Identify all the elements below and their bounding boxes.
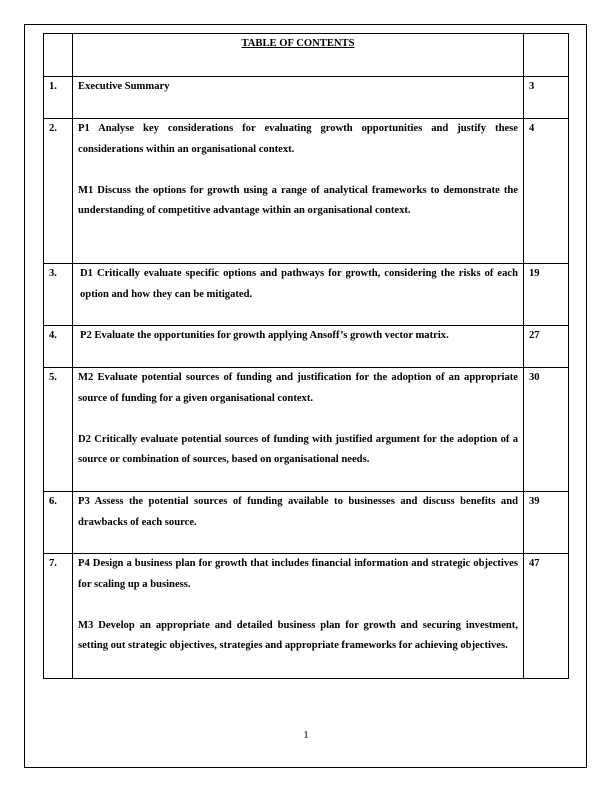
page-number: 1 <box>303 729 309 741</box>
toc-entry-text: D1 Critically evaluate specific options and pathways for growth, considering the risks of each option and how they can be mitigated. <box>80 268 518 300</box>
toc-row <box>44 264 569 326</box>
toc-row <box>44 326 569 368</box>
toc-row-description <box>73 368 524 492</box>
toc-row-description <box>73 119 524 264</box>
toc-row-page: 47 <box>524 554 569 679</box>
header-title-cell <box>73 34 524 77</box>
toc-row-page: 4 <box>524 119 569 264</box>
toc-row-page: 39 <box>524 492 569 554</box>
toc-row-page: 30 <box>524 368 569 492</box>
toc-row-description <box>73 264 524 326</box>
toc-row-number: 6. <box>44 492 73 554</box>
toc-row-description <box>73 77 524 119</box>
toc-row-description <box>73 326 524 368</box>
toc-entry-text: M3 Develop an appropriate and detailed business plan for growth and securing investment, setting out strategic objectives, strategies and appropriate frameworks for achieving objectives. <box>78 619 518 651</box>
toc-row <box>44 77 569 119</box>
toc-row-number: 2. <box>44 119 73 264</box>
header-page-cell <box>524 34 569 77</box>
toc-entry-text: Executive Summary <box>78 81 170 92</box>
toc-row-number: 5. <box>44 368 73 492</box>
table-of-contents <box>43 33 569 679</box>
toc-row-number: 4. <box>44 326 73 368</box>
header-num-cell <box>44 34 73 77</box>
toc-row-page: 3 <box>524 77 569 119</box>
toc-row-description <box>73 492 524 554</box>
toc-row-number: 3. <box>44 264 73 326</box>
toc-row <box>44 119 569 264</box>
toc-entry-text: P3 Assess the potential sources of funding available to businesses and discuss benefits and drawbacks of each source. <box>78 496 518 528</box>
toc-entry-text: D2 Critically evaluate potential sources of funding with justified argument for the adoption of a source or combination of sources, based on organisational needs. <box>78 433 518 465</box>
toc-header-row <box>44 34 569 77</box>
toc-entry-text: M1 Discuss the options for growth using a range of analytical frameworks to demonstrate the understanding of competitive advantage within an organisational context. <box>78 184 518 216</box>
toc-row <box>44 492 569 554</box>
toc-title: TABLE OF CONTENTS <box>241 38 355 49</box>
toc-entry-text: M2 Evaluate potential sources of funding and justification for the adoption of an appropriate source of funding for a given organisational context. <box>78 372 518 404</box>
toc-row-description <box>73 554 524 679</box>
toc-entry-text: P1 Analyse key considerations for evaluating growth opportunities and justify these considerations within an organisational context. <box>78 123 518 155</box>
toc-row <box>44 368 569 492</box>
toc-row-page: 19 <box>524 264 569 326</box>
toc-row-number: 7. <box>44 554 73 679</box>
toc-row-page: 27 <box>524 326 569 368</box>
toc-row-number: 1. <box>44 77 73 119</box>
toc-entry-text: P4 Design a business plan for growth that includes financial information and strategic objectives for scaling up a business. <box>78 558 518 590</box>
toc-entry-text: P2 Evaluate the opportunities for growth applying Ansoff’s growth vector matrix. <box>80 330 449 341</box>
toc-row <box>44 554 569 679</box>
